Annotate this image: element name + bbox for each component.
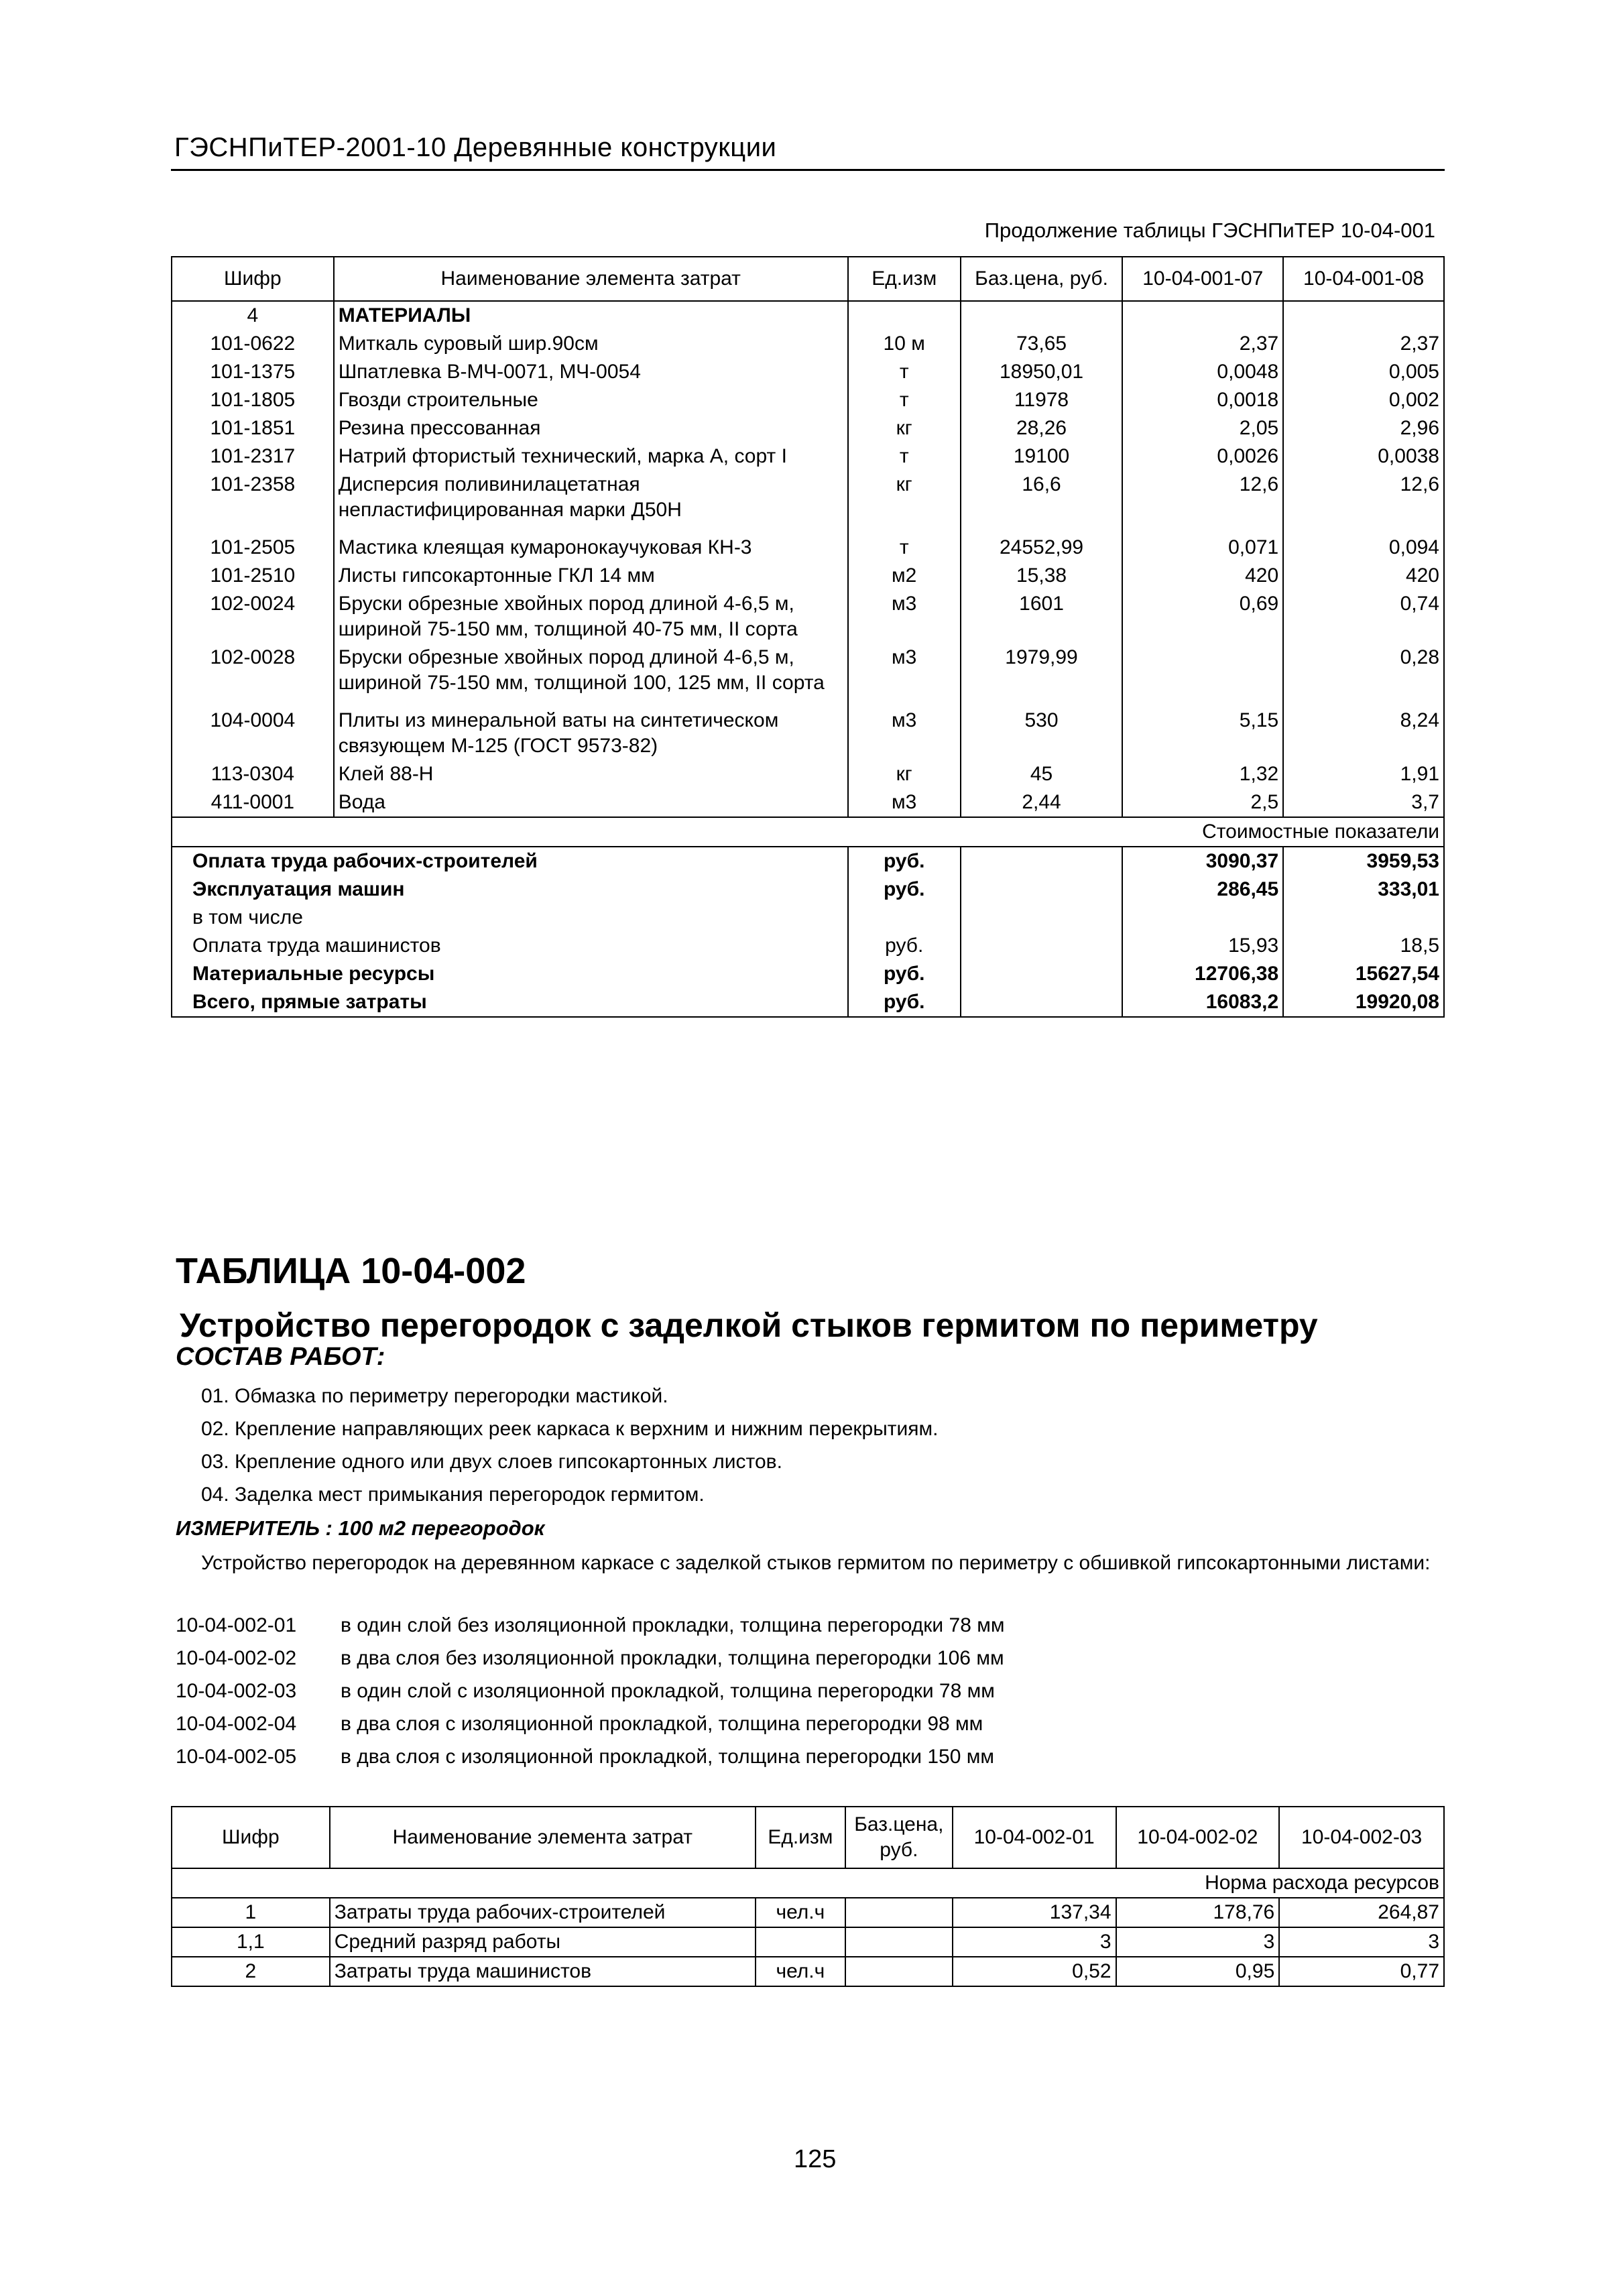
material-cell: 0,005 (1283, 358, 1444, 386)
section-row (172, 301, 1444, 330)
summary-row (172, 904, 1444, 932)
summary-row (172, 988, 1444, 1017)
summary-row (172, 875, 1444, 904)
table-continuation-note: Продолжение таблицы ГЭСНПиТЕР 10-04-001 (984, 219, 1435, 242)
variant-code: 10-04-002-04 (176, 1713, 297, 1735)
labor-cell: чел.ч (756, 1957, 845, 1986)
header-cell: Наименование элемента затрат (334, 257, 848, 301)
table-subtitle: Устройство перегородок с заделкой стыков гермитом по периметру (180, 1307, 1318, 1344)
material-row (172, 644, 1444, 707)
labor-row (172, 1927, 1444, 1957)
summary-label: Всего, прямые затраты (172, 988, 848, 1017)
cost-label: Стоимостные показатели (172, 817, 1444, 847)
material-cell: м2 (848, 562, 961, 590)
material-cell: 2,5 (1122, 788, 1283, 817)
summary-value (1122, 904, 1283, 932)
summary-unit (848, 904, 961, 932)
material-cell: т (848, 386, 961, 414)
material-cell: 1,32 (1122, 760, 1283, 788)
material-cell: 101-1805 (172, 386, 334, 414)
variant-code: 10-04-002-02 (176, 1647, 297, 1669)
material-row (172, 534, 1444, 562)
materials-table (171, 256, 1445, 1018)
material-cell: 102-0028 (172, 644, 334, 707)
material-row (172, 707, 1444, 760)
summary-value: 3959,53 (1283, 847, 1444, 875)
material-cell: 5,15 (1122, 707, 1283, 760)
labor-row (172, 1957, 1444, 1986)
header-cell: Шифр (172, 1807, 330, 1868)
summary-row (172, 847, 1444, 875)
material-cell: кг (848, 760, 961, 788)
material-cell: 2,96 (1283, 414, 1444, 442)
labor-cell: 0,52 (953, 1957, 1116, 1986)
material-cell: кг (848, 471, 961, 534)
summary-label: в том числе (172, 904, 848, 932)
labor-cell: Средний разряд работы (330, 1927, 756, 1957)
header-cell: Ед.изм (848, 257, 961, 301)
summary-unit: руб. (848, 932, 961, 960)
page-number: 125 (794, 2145, 837, 2173)
material-cell: 12,6 (1122, 471, 1283, 534)
material-cell: 101-0622 (172, 330, 334, 358)
summary-price (961, 988, 1123, 1017)
labor-cell: 137,34 (953, 1898, 1116, 1927)
labor-cell: 3 (1279, 1927, 1444, 1957)
material-cell: 2,37 (1122, 330, 1283, 358)
header-cell: 10-04-001-08 (1283, 257, 1444, 301)
summary-value: 18,5 (1283, 932, 1444, 960)
labor-cell: 0,95 (1116, 1957, 1280, 1986)
material-cell: 102-0024 (172, 590, 334, 644)
material-cell: 0,0026 (1122, 442, 1283, 471)
summary-value: 15,93 (1122, 932, 1283, 960)
material-cell: Листы гипсокартонные ГКЛ 14 мм (334, 562, 848, 590)
material-cell: 101-2317 (172, 442, 334, 471)
material-cell: Клей 88-Н (334, 760, 848, 788)
labor-cell (756, 1927, 845, 1957)
summary-price (961, 875, 1123, 904)
summary-value: 3090,37 (1122, 847, 1283, 875)
material-cell: м3 (848, 590, 961, 644)
header-cell: 10-04-002-03 (1279, 1807, 1444, 1868)
labor-cell: 1,1 (172, 1927, 330, 1957)
material-cell: 15,38 (961, 562, 1123, 590)
material-cell: 0,28 (1283, 644, 1444, 707)
material-cell: Вода (334, 788, 848, 817)
summary-price (961, 932, 1123, 960)
header-rule (171, 169, 1445, 171)
header-cell: 10-04-002-01 (953, 1807, 1116, 1868)
labor-cell (845, 1957, 953, 1986)
material-row (172, 442, 1444, 471)
summary-value: 286,45 (1122, 875, 1283, 904)
work-item: 03. Крепление одного или двух слоев гипсокартонных листов. (201, 1451, 782, 1473)
material-cell: 1979,99 (961, 644, 1123, 707)
material-cell: 420 (1283, 562, 1444, 590)
summary-unit: руб. (848, 960, 961, 988)
variant-text: в два слоя с изоляционной прокладкой, толщина перегородки 150 мм (341, 1746, 994, 1768)
variant-text: в один слой без изоляционной прокладки, толщина перегородки 78 мм (341, 1614, 1005, 1636)
variant-text: в один слой с изоляционной прокладкой, толщина перегородки 78 мм (341, 1680, 995, 1702)
material-cell: 530 (961, 707, 1123, 760)
variant-code: 10-04-002-05 (176, 1746, 297, 1768)
material-row (172, 788, 1444, 817)
labor-cell: 3 (953, 1927, 1116, 1957)
summary-row (172, 960, 1444, 988)
summary-unit: руб. (848, 988, 961, 1017)
summary-unit: руб. (848, 875, 961, 904)
material-cell: м3 (848, 788, 961, 817)
table-header-row (172, 257, 1444, 301)
header-cell: 10-04-001-07 (1122, 257, 1283, 301)
summary-value: 16083,2 (1122, 988, 1283, 1017)
material-cell: Резина прессованная (334, 414, 848, 442)
labor-cell: Затраты труда рабочих-строителей (330, 1898, 756, 1927)
material-cell: Бруски обрезные хвойных пород длиной 4-6,5 м, шириной 75-150 мм, толщиной 100, 125 мм, II сорта (334, 644, 848, 707)
labor-cell (845, 1927, 953, 1957)
material-cell: 12,6 (1283, 471, 1444, 534)
summary-value (1283, 904, 1444, 932)
material-cell: 0,071 (1122, 534, 1283, 562)
norm-label-row (172, 1868, 1444, 1898)
material-cell: 0,0018 (1122, 386, 1283, 414)
material-cell (1122, 644, 1283, 707)
material-cell: 19100 (961, 442, 1123, 471)
material-cell: 2,37 (1283, 330, 1444, 358)
material-cell: т (848, 358, 961, 386)
material-cell: 0,0048 (1122, 358, 1283, 386)
summary-price (961, 904, 1123, 932)
material-row (172, 414, 1444, 442)
header-cell: Баз.цена, руб. (961, 257, 1123, 301)
material-cell: 16,6 (961, 471, 1123, 534)
material-cell: т (848, 534, 961, 562)
description: Устройство перегородок на деревянном каркасе с заделкой стыков гермитом по периметру с обшивкой гипсокартонными листами: (201, 1552, 1431, 1574)
summary-label: Оплата труда машинистов (172, 932, 848, 960)
table-title: ТАБЛИЦА 10-04-002 (176, 1251, 526, 1291)
material-cell: 1,91 (1283, 760, 1444, 788)
material-row (172, 330, 1444, 358)
material-cell: Мастика клеящая кумаронокаучуковая КН-3 (334, 534, 848, 562)
material-cell: 11978 (961, 386, 1123, 414)
summary-row (172, 932, 1444, 960)
header-cell: Наименование элемента затрат (330, 1807, 756, 1868)
material-cell: Гвозди строительные (334, 386, 848, 414)
summary-value: 12706,38 (1122, 960, 1283, 988)
meter-line: ИЗМЕРИТЕЛЬ : 100 м2 перегородок (176, 1516, 545, 1540)
material-cell: 101-2505 (172, 534, 334, 562)
material-cell: 0,74 (1283, 590, 1444, 644)
material-cell: 1601 (961, 590, 1123, 644)
summary-price (961, 847, 1123, 875)
labor-cell: чел.ч (756, 1898, 845, 1927)
material-cell: 18950,01 (961, 358, 1123, 386)
material-cell: 113-0304 (172, 760, 334, 788)
material-cell: 101-2358 (172, 471, 334, 534)
work-item: 01. Обмазка по периметру перегородки мастикой. (201, 1385, 668, 1407)
material-cell: 2,44 (961, 788, 1123, 817)
labor-cell: 0,77 (1279, 1957, 1444, 1986)
material-row (172, 590, 1444, 644)
material-cell: 73,65 (961, 330, 1123, 358)
material-row (172, 760, 1444, 788)
material-cell: 101-1851 (172, 414, 334, 442)
material-row (172, 562, 1444, 590)
labor-cell: 1 (172, 1898, 330, 1927)
material-cell: 104-0004 (172, 707, 334, 760)
variant-code: 10-04-002-03 (176, 1680, 297, 1702)
labor-cell: 2 (172, 1957, 330, 1986)
header-cell: 10-04-002-02 (1116, 1807, 1280, 1868)
header-cell: Баз.цена, руб. (845, 1807, 953, 1868)
material-cell: 101-2510 (172, 562, 334, 590)
material-cell: 0,69 (1122, 590, 1283, 644)
material-cell: 24552,99 (961, 534, 1123, 562)
material-cell: 2,05 (1122, 414, 1283, 442)
variant-text: в два слоя без изоляционной прокладки, толщина перегородки 106 мм (341, 1647, 1004, 1669)
material-cell: 3,7 (1283, 788, 1444, 817)
norm-label: Норма расхода ресурсов (172, 1868, 1444, 1898)
material-cell: Шпатлевка В-МЧ-0071, МЧ-0054 (334, 358, 848, 386)
summary-value: 19920,08 (1283, 988, 1444, 1017)
material-cell: м3 (848, 644, 961, 707)
summary-value: 333,01 (1283, 875, 1444, 904)
summary-price (961, 960, 1123, 988)
labor-cell: 264,87 (1279, 1898, 1444, 1927)
material-cell: Миткаль суровый шир.90см (334, 330, 848, 358)
summary-label: Оплата труда рабочих-строителей (172, 847, 848, 875)
table-header-row (172, 1807, 1444, 1868)
material-row (172, 471, 1444, 534)
material-cell: 0,094 (1283, 534, 1444, 562)
summary-label: Эксплуатация машин (172, 875, 848, 904)
work-item: 04. Заделка мест примыкания перегородок гермитом. (201, 1484, 705, 1506)
variant-text: в два слоя с изоляционной прокладкой, толщина перегородки 98 мм (341, 1713, 983, 1735)
header-cell: Шифр (172, 257, 334, 301)
labor-cell (845, 1898, 953, 1927)
material-cell: кг (848, 414, 961, 442)
variant-code: 10-04-002-01 (176, 1614, 297, 1636)
material-cell: 420 (1122, 562, 1283, 590)
labor-table (171, 1806, 1445, 1987)
material-cell: Натрий фтористый технический, марка А, сорт I (334, 442, 848, 471)
material-cell: 10 м (848, 330, 961, 358)
summary-value: 15627,54 (1283, 960, 1444, 988)
summary-unit: руб. (848, 847, 961, 875)
material-cell: т (848, 442, 961, 471)
material-cell: Бруски обрезные хвойных пород длиной 4-6,5 м, шириной 75-150 мм, толщиной 40-75 мм, II сорта (334, 590, 848, 644)
header-cell: Ед.изм (756, 1807, 845, 1868)
material-cell: Дисперсия поливинилацетатная непластифицированная марки Д50Н (334, 471, 848, 534)
material-cell: 0,0038 (1283, 442, 1444, 471)
cost-label-row (172, 817, 1444, 847)
material-cell: 0,002 (1283, 386, 1444, 414)
works-title: СОСТАВ РАБОТ: (176, 1343, 385, 1371)
labor-row (172, 1898, 1444, 1927)
material-cell: Плиты из минеральной ваты на синтетическом связующем М-125 (ГОСТ 9573-82) (334, 707, 848, 760)
section-name: МАТЕРИАЛЫ (334, 301, 848, 330)
material-cell: 45 (961, 760, 1123, 788)
labor-cell: Затраты труда машинистов (330, 1957, 756, 1986)
labor-cell: 178,76 (1116, 1898, 1280, 1927)
material-cell: 28,26 (961, 414, 1123, 442)
section-number: 4 (172, 301, 334, 330)
labor-cell: 3 (1116, 1927, 1280, 1957)
summary-label: Материальные ресурсы (172, 960, 848, 988)
material-cell: 101-1375 (172, 358, 334, 386)
material-cell: м3 (848, 707, 961, 760)
material-cell: 8,24 (1283, 707, 1444, 760)
work-item: 02. Крепление направляющих реек каркаса к верхним и нижним перекрытиям. (201, 1418, 939, 1440)
material-cell: 411-0001 (172, 788, 334, 817)
material-row (172, 386, 1444, 414)
page-header-title: ГЭСНПиТЕР-2001-10 Деревянные конструкции (174, 133, 777, 162)
material-row (172, 358, 1444, 386)
